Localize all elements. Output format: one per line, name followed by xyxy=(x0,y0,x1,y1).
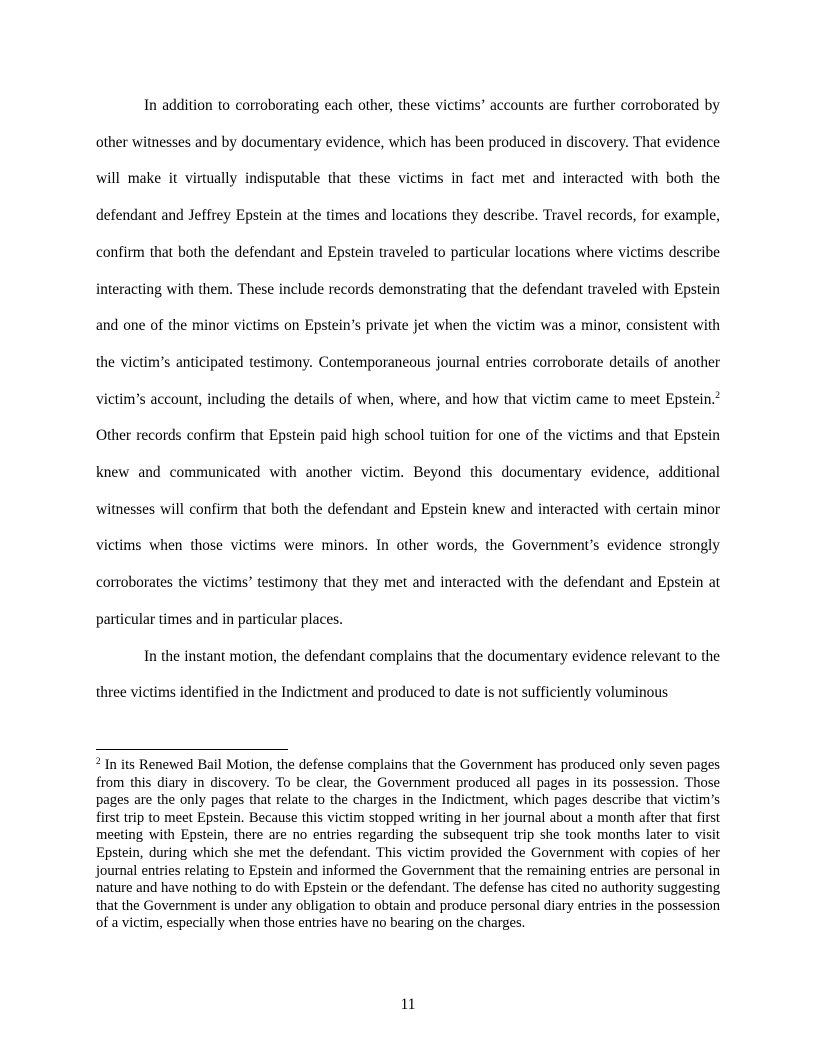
body-text xyxy=(96,88,720,712)
footnote-reference: 2 xyxy=(715,390,720,401)
paragraph-1-text-before-note: In addition to corroborating each other, these victims’ accounts are further corroborated by other witnesses and by documentary evidence, which has been produced in discovery. That evidence will make it virtually indisputable that these victims in fact met and interacted with both the defendant and Jeffrey Epstein at the times and locations they describe. Travel records, for example, confirm that both the defendant and Epstein traveled to particular locations where victims describe interacting with them. These include records demonstrating that the defendant traveled with Epstein and one of the minor victims on Epstein’s private jet when the victim was a minor, consistent with the victim’s anticipated testimony. Contemporaneous journal entries corroborate details of another victim’s account, including the details of when, where, and how that victim came to meet Epstein. xyxy=(96,97,720,408)
paragraph-1 xyxy=(96,88,720,639)
footnote xyxy=(96,757,720,933)
page-number: 11 xyxy=(400,996,416,1013)
footnote-separator xyxy=(96,749,288,750)
footnote-text: In its Renewed Bail Motion, the defense complains that the Government has produced only seven pages from this diary in discovery. To be clear, the Government produced all pages in its possession. Those pages are the only pages that relate to the charges in the Indictment, which pages describe that victim’s first trip to meet Epstein. Because this victim stopped writing in her journal about a month after that first meeting with Epstein, there are no entries regarding the subsequent trip she took months later to visit Epstein, during which she met the defendant. This victim provided the Government with copies of her journal entries relating to Epstein and informed the Government that the remaining entries are personal in nature and have nothing to do with Epstein or the defendant. The defense has cited no authority suggesting that the Government is under any obligation to obtain and produce personal diary entries in the possession of a victim, especially when those entries have no bearing on the charges. xyxy=(96,757,720,932)
paragraph-2: In the instant motion, the defendant complains that the documentary evidence relevant to the three victims identified in the Indictment and produced to date is not sufficiently voluminous xyxy=(96,647,720,702)
footnote-number: 2 xyxy=(96,756,101,766)
paragraph-1-text-after-note: Other records confirm that Epstein paid high school tuition for one of the victims and that Epstein knew and communicated with another victim. Beyond this documentary evidence, additional witnesses will confirm that both the defendant and Epstein knew and interacted with certain minor victims when those victims were minors. In other words, the Government’s evidence strongly corroborates the victims’ testimony that they met and interacted with the defendant and Epstein at particular times and in particular places. xyxy=(96,427,720,628)
